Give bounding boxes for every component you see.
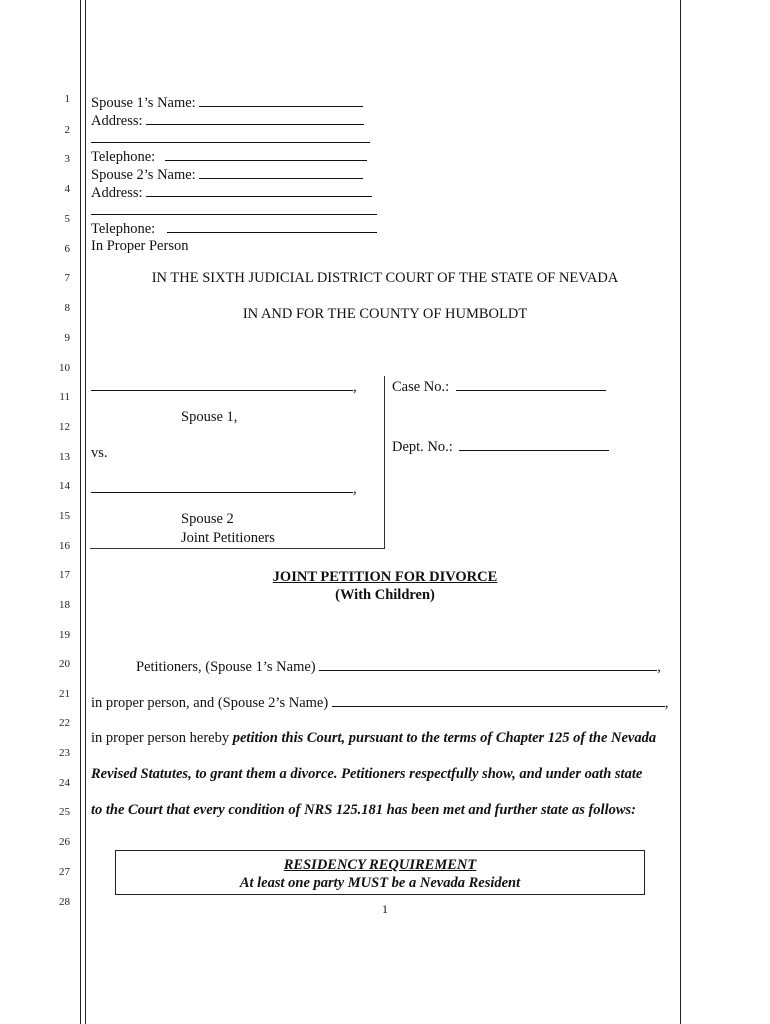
- line-number: 9: [64, 332, 70, 344]
- line-number: 5: [64, 213, 70, 225]
- page-number: 1: [382, 902, 388, 916]
- spouse1-name-blank[interactable]: [199, 94, 363, 107]
- spouse2-caption-row: [91, 480, 357, 498]
- left-margin-line-outer: [80, 0, 81, 1024]
- line-number: 14: [59, 480, 70, 492]
- line-number: 23: [59, 747, 70, 759]
- body-line-5: to the Court that every condition of NRS 125.181 has been met and further state as follows:: [91, 802, 636, 818]
- line-number: 17: [59, 569, 70, 581]
- line-number: 12: [59, 421, 70, 433]
- line-number: 18: [59, 599, 70, 611]
- telephone2-label: Telephone:: [91, 221, 156, 237]
- line-number: 8: [64, 302, 70, 314]
- caption-divider-horizontal: [90, 548, 385, 549]
- document-subtitle: (With Children): [335, 587, 435, 603]
- case-no-blank[interactable]: [456, 378, 606, 391]
- line-number: 28: [59, 896, 70, 908]
- spouse2-name-blank[interactable]: [199, 166, 363, 179]
- telephone2-row: [91, 220, 377, 238]
- residency-requirement-title: RESIDENCY REQUIREMENT: [283, 857, 477, 873]
- spouse2-name-row: [91, 166, 363, 184]
- telephone1-blank[interactable]: [165, 148, 367, 161]
- line-number: 24: [59, 777, 70, 789]
- line-number: 15: [59, 510, 70, 522]
- body-line-2-end: ,: [664, 695, 669, 711]
- body-line-2-text: in proper person, and (Spouse 2’s Name): [91, 695, 329, 711]
- line-number: 7: [64, 272, 70, 284]
- line-number: 26: [59, 836, 70, 848]
- case-no-label: Case No.:: [392, 379, 450, 395]
- body-line-2: [91, 694, 668, 712]
- court-heading-line2: IN AND FOR THE COUNTY OF HUMBOLDT: [242, 306, 528, 322]
- spouse2-name-body-blank[interactable]: [332, 694, 665, 707]
- body-line-3-plain: in proper person hereby: [91, 730, 233, 746]
- right-margin-line: [680, 0, 681, 1024]
- spouse1-caption-row: [91, 378, 357, 396]
- body-line-1: [136, 658, 661, 676]
- body-line-3-bold: petition this Court, pursuant to the terms of Chapter 125 of the Nevada: [232, 730, 657, 746]
- court-heading-line1: IN THE SIXTH JUDICIAL DISTRICT COURT OF THE STATE OF NEVADA: [151, 270, 619, 286]
- spouse1-name-label: Spouse 1’s Name:: [91, 95, 196, 111]
- joint-petitioners-label: Joint Petitioners: [181, 530, 275, 546]
- address1-line2-row: [91, 130, 370, 148]
- dept-no-blank[interactable]: [459, 438, 609, 451]
- line-number: 6: [64, 243, 70, 255]
- spouse1-caption-comma: ,: [353, 379, 357, 395]
- telephone1-label: Telephone:: [91, 149, 156, 165]
- address1-label: Address:: [91, 113, 143, 129]
- address2-line2-row: [91, 202, 377, 220]
- line-number: 3: [64, 153, 70, 165]
- address1-row: [91, 112, 364, 130]
- spouse2-name-label: Spouse 2’s Name:: [91, 167, 196, 183]
- left-margin-line-inner: [85, 0, 86, 1024]
- address2-row: [91, 184, 372, 202]
- line-number: 20: [59, 658, 70, 670]
- spouse1-caption-label: Spouse 1,: [181, 409, 238, 425]
- spouse2-caption-comma: ,: [353, 481, 357, 497]
- line-number: 21: [59, 688, 70, 700]
- line-number: 1: [64, 93, 70, 105]
- spouse1-name-body-blank[interactable]: [319, 658, 657, 671]
- line-number: 4: [64, 183, 70, 195]
- spouse2-caption-blank[interactable]: [91, 480, 353, 493]
- caption-divider-vertical: [384, 376, 385, 549]
- spouse1-name-row: [91, 94, 363, 112]
- in-proper-person: In Proper Person: [91, 238, 189, 254]
- dept-no-label: Dept. No.:: [392, 439, 453, 455]
- document-title: JOINT PETITION FOR DIVORCE: [272, 569, 498, 585]
- body-line-1-end: ,: [657, 659, 661, 675]
- body-line-4: Revised Statutes, to grant them a divorce. Petitioners respectfully show, and under oath state: [91, 766, 643, 782]
- line-number: 13: [59, 451, 70, 463]
- line-number: 22: [59, 717, 70, 729]
- dept-no-row: [392, 438, 609, 456]
- body-line-3: [91, 730, 656, 747]
- address2-blank[interactable]: [146, 184, 372, 197]
- body-line-1-text: Petitioners, (Spouse 1’s Name): [136, 659, 316, 675]
- vs-label: vs.: [91, 445, 108, 461]
- address1-blank[interactable]: [146, 112, 364, 125]
- residency-requirement-subtitle: At least one party MUST be a Nevada Resident: [239, 875, 521, 891]
- address2-label: Address:: [91, 185, 143, 201]
- line-number: 19: [59, 629, 70, 641]
- telephone2-blank[interactable]: [167, 220, 377, 233]
- line-number: 16: [59, 540, 70, 552]
- address2-line2-blank[interactable]: [91, 202, 377, 215]
- line-number: 10: [59, 362, 70, 374]
- address1-line2-blank[interactable]: [91, 130, 370, 143]
- telephone1-row: [91, 148, 367, 166]
- line-number: 25: [59, 806, 70, 818]
- line-number: 2: [64, 124, 70, 136]
- spouse1-caption-blank[interactable]: [91, 378, 353, 391]
- line-number: 11: [59, 391, 70, 403]
- line-number: 27: [59, 866, 70, 878]
- spouse2-caption-label: Spouse 2: [181, 511, 234, 527]
- residency-requirement-box: [115, 850, 645, 895]
- case-no-row: [392, 378, 606, 396]
